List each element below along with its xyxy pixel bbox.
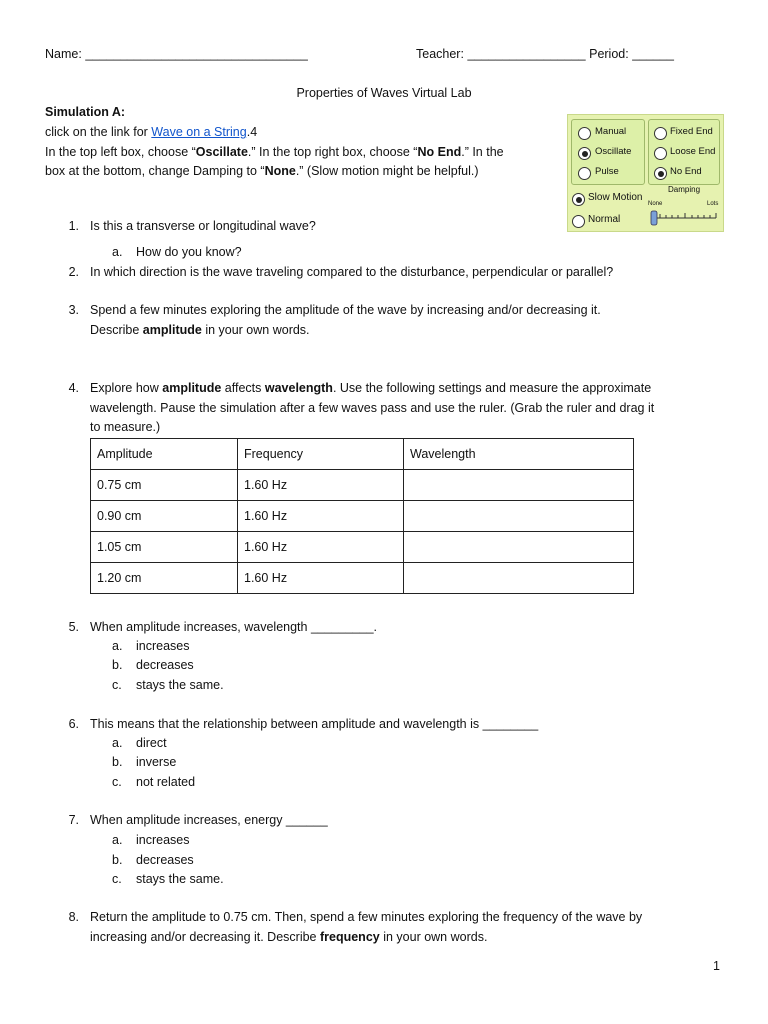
slow-motion-radio xyxy=(572,193,585,206)
q6c-label: c. xyxy=(112,775,122,789)
q1a-text: How do you know? xyxy=(136,245,242,259)
table-header-row xyxy=(91,439,634,470)
q5a-label: a. xyxy=(112,639,123,653)
no-end-label: No End xyxy=(670,166,702,177)
amplitude-cell: 1.05 cm xyxy=(91,532,238,563)
damping-max-label: Lots xyxy=(707,201,719,207)
page-number: 1 xyxy=(713,959,720,973)
wavelength-cell[interactable] xyxy=(404,470,634,501)
table-row xyxy=(91,563,634,594)
table-row xyxy=(91,532,634,563)
wave-on-a-string-link[interactable]: Wave on a String xyxy=(151,125,247,139)
frequency-cell: 1.60 Hz xyxy=(238,470,404,501)
mode-box xyxy=(571,119,645,185)
page-title: Properties of Waves Virtual Lab xyxy=(296,86,472,100)
frequency-cell: 1.60 Hz xyxy=(238,501,404,532)
oscillate-radio xyxy=(578,147,591,160)
simulation-a-heading: Simulation A: xyxy=(45,105,126,119)
table-row xyxy=(91,501,634,532)
q5-number: 5. xyxy=(68,620,79,634)
normal-radio xyxy=(572,215,585,228)
fixed-end-radio xyxy=(654,127,667,140)
q8-line2: increasing and/or decreasing it. Describe frequency in your own words. xyxy=(90,930,488,944)
q7-number: 7. xyxy=(68,813,79,827)
q2-number: 2. xyxy=(68,265,79,279)
end-box xyxy=(648,119,720,185)
q7c-label: c. xyxy=(112,872,122,886)
q4-line1: Explore how amplitude affects wavelength. Use the following settings and measure the approximate xyxy=(90,381,652,395)
loose-end-radio xyxy=(654,147,667,160)
q7a-label: a. xyxy=(112,833,123,847)
q6a-label: a. xyxy=(112,736,123,750)
damping-slider xyxy=(648,209,720,227)
amplitude-wavelength-table xyxy=(90,438,634,594)
wavelength-cell[interactable] xyxy=(404,532,634,563)
q3-line2: Describe amplitude in your own words. xyxy=(90,323,310,337)
manual-radio xyxy=(578,127,591,140)
slow-motion-label: Slow Motion xyxy=(588,192,643,203)
wavelength-cell[interactable] xyxy=(404,501,634,532)
no-end-radio xyxy=(654,167,667,180)
q4-number: 4. xyxy=(68,381,79,395)
q8-number: 8. xyxy=(68,910,79,924)
wavelength-cell[interactable] xyxy=(404,563,634,594)
oscillate-label: Oscillate xyxy=(595,146,632,157)
q1-number: 1. xyxy=(68,219,79,233)
q7-text: When amplitude increases, energy ______ xyxy=(90,813,328,827)
damping-label: Damping xyxy=(668,185,701,194)
q4-line3: to measure.) xyxy=(90,420,161,434)
table-header: Amplitude xyxy=(91,439,238,470)
frequency-cell: 1.60 Hz xyxy=(238,563,404,594)
table-header: Frequency xyxy=(238,439,404,470)
q5b-label: b. xyxy=(112,658,123,672)
q7c-text: stays the same. xyxy=(136,872,224,886)
q5-text: When amplitude increases, wavelength _________. xyxy=(90,620,377,634)
manual-label: Manual xyxy=(595,126,627,137)
amplitude-cell: 0.75 cm xyxy=(91,470,238,501)
loose-end-label: Loose End xyxy=(670,146,716,157)
simulation-a-line3: box at the bottom, change Damping to “None.” (Slow motion might be helpful.) xyxy=(45,164,479,178)
fixed-end-label: Fixed End xyxy=(670,126,713,137)
simulation-settings-image xyxy=(567,114,724,232)
q8-line1: Return the amplitude to 0.75 cm. Then, spend a few minutes exploring the frequency of the wave by xyxy=(90,910,643,924)
amplitude-cell: 1.20 cm xyxy=(91,563,238,594)
amplitude-cell: 0.90 cm xyxy=(91,501,238,532)
normal-label: Normal xyxy=(588,214,621,225)
q4-line2: wavelength. Pause the simulation after a few waves pass and use the ruler. (Grab the ruler and drag it xyxy=(90,401,655,415)
table-row xyxy=(91,470,634,501)
q6-text: This means that the relationship between amplitude and wavelength is ________ xyxy=(90,717,539,731)
q1-text: Is this a transverse or longitudinal wave? xyxy=(90,219,316,233)
q3-line1: Spend a few minutes exploring the amplitude of the wave by increasing and/or decreasing it. xyxy=(90,303,601,317)
table-header: Wavelength xyxy=(404,439,634,470)
q3-number: 3. xyxy=(68,303,79,317)
q6b-label: b. xyxy=(112,755,123,769)
damping-min-label: None xyxy=(648,201,663,207)
q7a-text: increases xyxy=(136,833,190,847)
q7b-label: b. xyxy=(112,853,123,867)
q5a-text: increases xyxy=(136,639,190,653)
pulse-label: Pulse xyxy=(595,166,619,177)
q6c-text: not related xyxy=(136,775,196,789)
q7b-text: decreases xyxy=(136,853,194,867)
q2-text: In which direction is the wave traveling compared to the disturbance, perpendicular or parallel? xyxy=(90,265,614,279)
frequency-cell: 1.60 Hz xyxy=(238,532,404,563)
simulation-a-line1: click on the link for Wave on a String.4 xyxy=(45,125,258,139)
q6-number: 6. xyxy=(68,717,79,731)
q5c-label: c. xyxy=(112,678,122,692)
teacher-field: Teacher: _________________ Period: ______ xyxy=(416,47,674,61)
pulse-radio xyxy=(578,167,591,180)
q1a-label: a. xyxy=(112,245,123,259)
q6a-text: direct xyxy=(136,736,167,750)
q5b-text: decreases xyxy=(136,658,194,672)
name-field: Name: ________________________________ xyxy=(45,47,308,61)
q6b-text: inverse xyxy=(136,755,177,769)
simulation-a-line2: In the top left box, choose “Oscillate.” In the top right box, choose “No End.” In the xyxy=(45,145,504,159)
q5c-text: stays the same. xyxy=(136,678,224,692)
